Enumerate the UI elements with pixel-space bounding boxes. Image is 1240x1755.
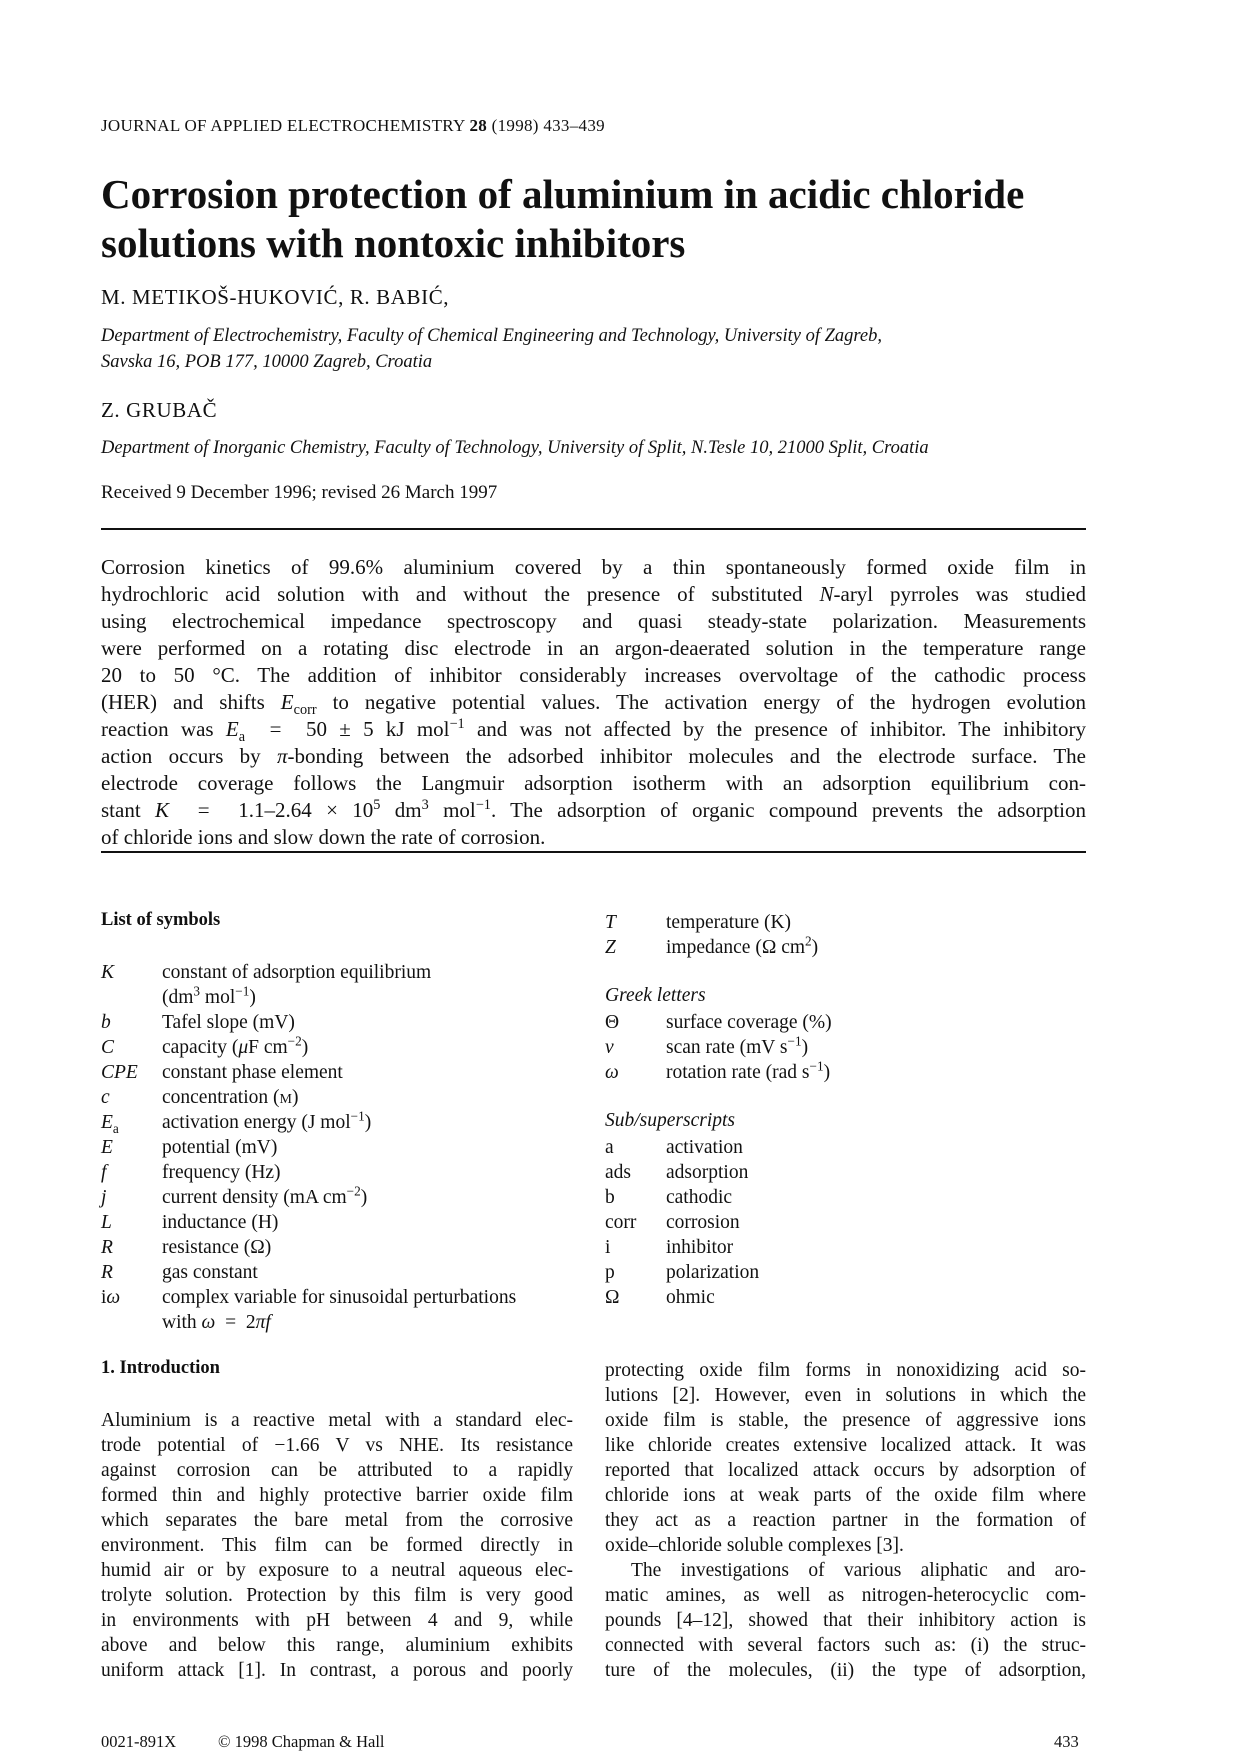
abstract-line: reaction was $E_a = 50 \pm 5$ kJ mol$^{-1}$ and was not affected by the presence of inhibitor. The inhibitory — [101, 716, 1086, 746]
symbol-desc: frequency (Hz) — [162, 1162, 281, 1183]
bottom-rule — [101, 851, 1086, 853]
text-line: connected with several factors such as: (i) the struc- — [605, 1635, 1086, 1656]
text-line: like chloride creates extensive localized attack. It was — [605, 1435, 1086, 1456]
text-line: which separates the bare metal from the corrosive — [101, 1510, 573, 1531]
abstract-line: were performed on a rotating disc electrode in an argon-deaerated solution in the temperature range — [101, 636, 1086, 660]
title-line: solutions with nontoxic inhibitors — [101, 220, 686, 266]
symbol: f — [101, 1162, 107, 1183]
affiliation-line: Savska 16, POB 177, 10000 Zagreb, Croatia — [101, 352, 433, 372]
text-line: environment. This film can be formed directly in — [101, 1535, 573, 1556]
abstract-line: hydrochloric acid solution with and without the presence of substituted N-aryl pyrroles was studied — [101, 582, 1087, 606]
symbol-desc: cathodic — [666, 1187, 733, 1208]
top-rule — [101, 528, 1086, 530]
symbol: c — [101, 1087, 110, 1108]
text-line: The investigations of various aliphatic and aro- — [631, 1560, 1086, 1581]
intro-left-column — [101, 1408, 573, 1683]
symbol-desc: capacity (μF $cm^{-2}$) — [162, 1033, 309, 1058]
symbol: b — [101, 1012, 111, 1033]
text-line: oxide film is stable, the presence of aggressive ions — [605, 1410, 1086, 1431]
symbol: K — [101, 962, 115, 983]
text-line: above and below this range, aluminium exhibits — [101, 1635, 573, 1656]
abstract-line: (HER) and shifts $E_{corr}$ to negative potential values. The activation energy of the hydrogen evolution — [101, 690, 1086, 719]
symbol-desc: inhibitor — [666, 1237, 734, 1258]
symbol: Ω — [605, 1287, 620, 1308]
text-line: against corrosion can be attributed to a rapidly — [101, 1460, 573, 1481]
symbol: R — [101, 1237, 113, 1258]
symbol-desc: surface coverage (%) — [666, 1012, 832, 1033]
symbols-heading: List of symbols — [101, 910, 221, 930]
abstract-line: 20 to 50 °C. The addition of inhibitor considerably increases overvoltage of the cathodic process — [101, 663, 1086, 687]
symbol-desc: scan rate (mV $s^{-1}$) — [666, 1033, 809, 1058]
text-line: lutions [2]. However, even in solutions in which the — [605, 1385, 1086, 1406]
symbol: j — [101, 1187, 107, 1208]
symbol: ads — [605, 1162, 631, 1183]
title-line: Corrosion protection of aluminium in acidic chloride — [101, 171, 1025, 217]
abstract-line: Corrosion kinetics of 99.6% aluminium covered by a thin spontaneously formed oxide film in — [101, 555, 1086, 579]
text-line: humid air or by exposure to a neutral aqueous elec- — [101, 1560, 573, 1581]
symbol: p — [605, 1262, 615, 1283]
greek-heading: Greek letters — [605, 985, 706, 1006]
text-line: protecting oxide film forms in nonoxidizing acid so- — [605, 1360, 1086, 1381]
subsup-heading: Sub/superscripts — [605, 1110, 736, 1131]
abstract — [101, 554, 1086, 851]
symbol-desc: rotation rate (rad $s^{-1}$) — [666, 1058, 831, 1083]
symbol-desc: constant phase element — [162, 1062, 343, 1083]
text-line: they act as a reaction partner in the formation of — [605, 1510, 1086, 1531]
abstract-line: using electrochemical impedance spectroscopy and quasi steady-state polarization. Measurements — [101, 609, 1086, 633]
text-line: trolyte solution. Protection by this film is very good — [101, 1585, 573, 1606]
symbol-desc: current density (mA $cm^{-2}$) — [162, 1183, 368, 1208]
symbol-desc: constant of adsorption equilibrium — [162, 962, 432, 983]
symbol: Z — [605, 937, 616, 958]
abstract-line: action occurs by π-bonding between the adsorbed inhibitor molecules and the electrode surface. The — [101, 744, 1086, 768]
symbol-desc: corrosion — [666, 1212, 740, 1233]
symbol: ω — [605, 1062, 619, 1083]
symbol: R — [101, 1262, 113, 1283]
symbol: Θ — [605, 1012, 620, 1033]
symbol-desc: potential (mV) — [162, 1137, 278, 1158]
symbol-desc: Tafel slope (mV) — [162, 1012, 295, 1033]
text-line: chloride ions at weak parts of the oxide film where — [605, 1485, 1086, 1506]
symbol-desc: concentration (m) — [162, 1087, 299, 1108]
symbol: T — [605, 912, 616, 933]
symbol-desc: complex variable for sinusoidal perturbations — [162, 1287, 517, 1308]
symbol: b — [605, 1187, 615, 1208]
text-line: trode potential of −1.66 V vs NHE. Its resistance — [101, 1435, 573, 1456]
symbol-desc: ($dm^3$ mol$^{-1}$) — [162, 983, 256, 1008]
symbol-desc: adsorption — [666, 1162, 749, 1183]
journal-year-pages: (1998) 433–439 — [491, 116, 605, 135]
symbol: iω — [101, 1287, 121, 1308]
text-line: pounds [4–12], showed that their inhibitory action is — [605, 1610, 1086, 1631]
authors-group-2: Z. GRUBAČ — [101, 398, 218, 422]
affiliation-line: Department of Electrochemistry, Faculty of Chemical Engineering and Technology, University of Zagreb, — [101, 326, 882, 346]
text-line: Aluminium is a reactive metal with a standard elec- — [101, 1410, 573, 1431]
symbol: $E_a$ — [101, 1112, 119, 1136]
symbol: a — [605, 1137, 614, 1158]
intro-heading: 1. Introduction — [101, 1358, 220, 1378]
abstract-line: of chloride ions and slow down the rate of corrosion. — [101, 825, 546, 849]
symbol-desc: polarization — [666, 1262, 760, 1283]
intro-right-column — [605, 1358, 1086, 1683]
symbol-desc: gas constant — [162, 1262, 258, 1283]
symbol: i — [605, 1237, 611, 1258]
journal-header — [101, 116, 605, 136]
symbol: CPE — [101, 1062, 138, 1083]
symbol: L — [101, 1212, 112, 1233]
symbol: E — [101, 1137, 113, 1158]
text-line: oxide–chloride soluble complexes [3]. — [605, 1535, 904, 1556]
symbol-desc: temperature (K) — [666, 912, 792, 933]
affiliation-2: Department of Inorganic Chemistry, Faculty of Technology, University of Split, N.Tesle 10, 21000 Split, Croatia — [101, 438, 929, 458]
paper-title — [101, 170, 1101, 268]
symbol-desc: activation energy (J mol$^{-1}$) — [162, 1108, 372, 1133]
abstract-line: stant $K = 1.1-2.64 \times 10^5$ $dm^3$ mol$^{-1}$. The adsorption of organic compound prevents the adsorption — [101, 797, 1087, 822]
symbol: C — [101, 1037, 115, 1058]
page-number: 433 — [1054, 1732, 1079, 1751]
symbol: ν — [605, 1037, 614, 1058]
text-line: formed thin and highly protective barrier oxide film — [101, 1485, 573, 1506]
affiliation-1 — [101, 323, 1091, 375]
symbol-desc: resistance (Ω) — [162, 1237, 272, 1258]
symbol-desc: with ω = 2πf — [162, 1312, 271, 1333]
symbol-desc: inductance (H) — [162, 1212, 279, 1233]
text-line: reported that localized attack occurs by adsorption of — [605, 1460, 1086, 1481]
authors-group-1: M. METIKOŠ-HUKOVIĆ, R. BABIĆ, — [101, 285, 450, 309]
footer-copyright: © 1998 Chapman & Hall — [218, 1732, 385, 1751]
text-line: uniform attack [1]. In contrast, a porous and poorly — [101, 1660, 573, 1681]
text-line: in environments with pH between 4 and 9, while — [101, 1610, 573, 1631]
text-line: ture of the molecules, (ii) the type of adsorption, — [605, 1660, 1086, 1681]
received-dates: Received 9 December 1996; revised 26 March 1997 — [101, 482, 498, 503]
journal-name: JOURNAL OF APPLIED ELECTROCHEMISTRY — [101, 116, 465, 135]
symbol: corr — [605, 1212, 637, 1233]
text-line: matic amines, as well as nitrogen-heterocyclic com- — [605, 1585, 1086, 1606]
symbol-desc: ohmic — [666, 1287, 715, 1308]
journal-volume: 28 — [469, 116, 488, 135]
abstract-line: electrode coverage follows the Langmuir adsorption isotherm with an adsorption equilibrium con- — [101, 771, 1086, 795]
footer-issn: 0021-891X — [101, 1732, 177, 1751]
symbol-desc: impedance (Ω $cm^2$) — [666, 933, 819, 958]
symbol-desc: activation — [666, 1137, 743, 1158]
